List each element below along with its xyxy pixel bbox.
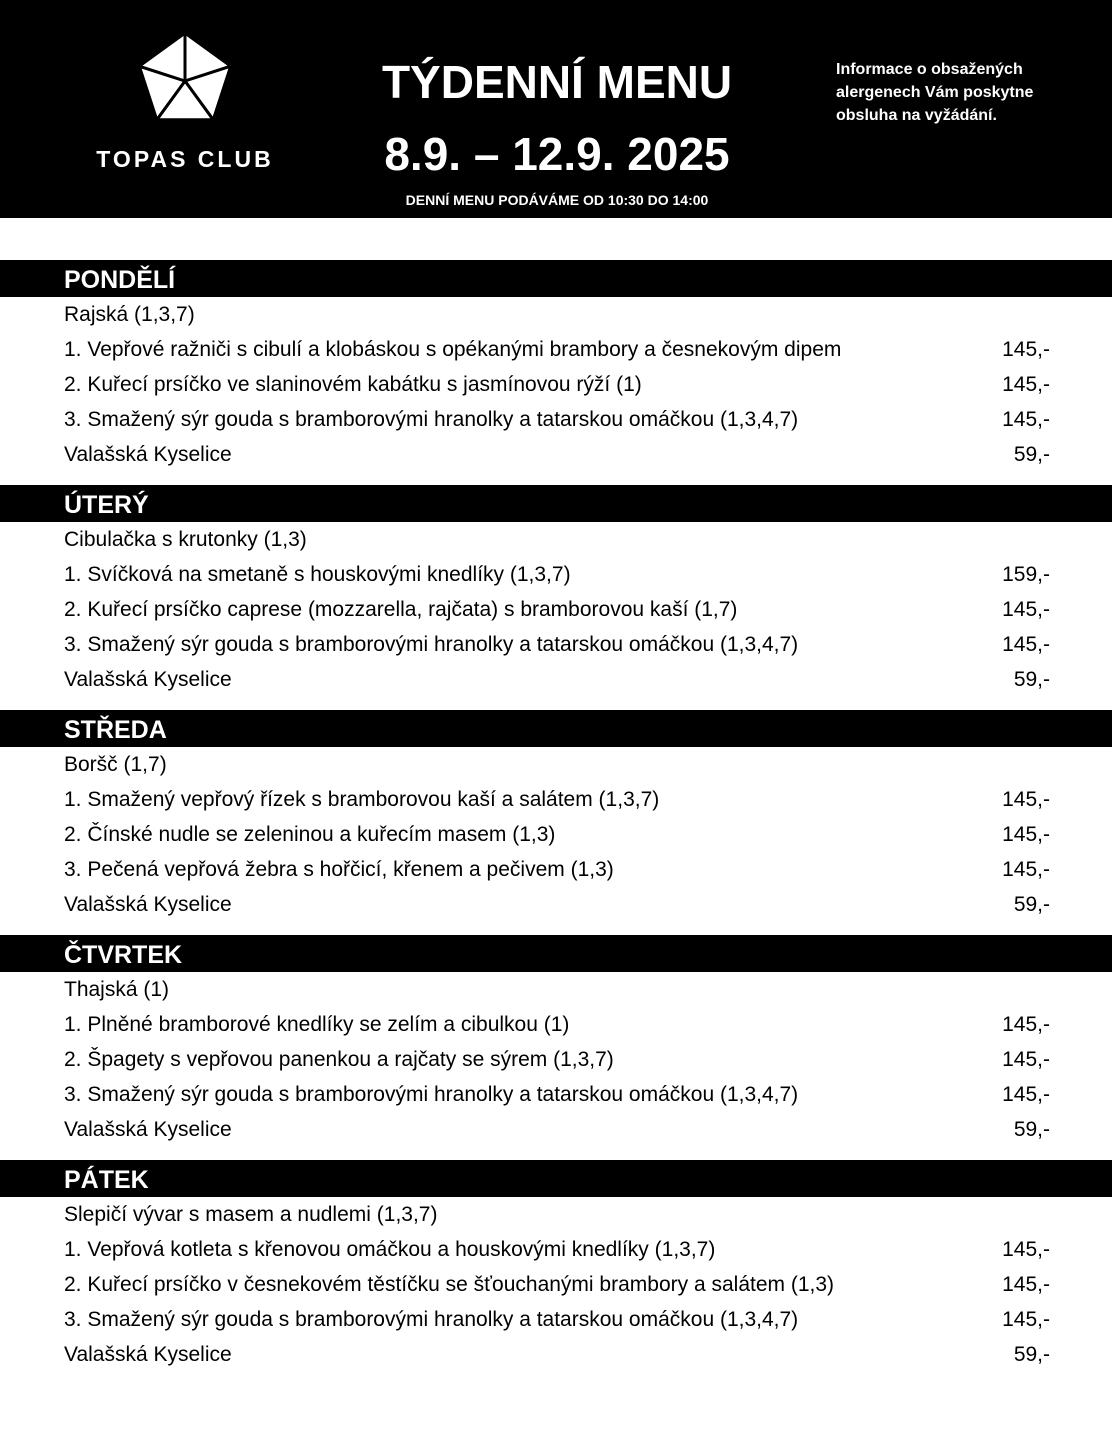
day-section-tuesday [0,485,1112,710]
meal-name: 1. Svíčková na smetaně s houskovými knedlíky (1,3,7) [64,563,571,586]
meal-price: 145,- [1002,1273,1050,1296]
meal-price: 145,- [1002,823,1050,846]
meal-item [0,402,1112,437]
page-title: TÝDENNÍ MENU [381,56,733,108]
dessert-name: Valašská Kyselice [64,668,232,691]
meal-name: 3. Smažený sýr gouda s bramborovými hranolky a tatarskou omáčkou (1,3,4,7) [64,1308,799,1331]
meal-name: 1. Vepřové ražniči s cibulí a klobáskou s opékanými brambory a česnekovým dipem [64,338,842,361]
dessert-price: 59,- [1013,668,1050,691]
meal-item [0,1042,1112,1077]
soup-name: Cibulačka s krutonky (1,3) [64,528,307,551]
meal-name: 2. Kuřecí prsíčko v česnekovém těstíčku se šťouchanými brambory a salátem (1,3) [64,1273,835,1296]
dessert-name: Valašská Kyselice [64,1118,232,1141]
meal-price: 145,- [1002,373,1050,396]
meal-price: 145,- [1002,1083,1050,1106]
meal-name: 2. Kuřecí prsíčko caprese (mozzarella, rajčata) s bramborovou kaší (1,7) [64,598,738,621]
header-banner [0,0,1112,218]
soup-item [0,972,1112,1007]
meal-price: 145,- [1002,1238,1050,1261]
meal-item [0,557,1112,592]
meal-item [0,367,1112,402]
meal-item [0,1302,1112,1337]
logo-text: TOPAS CLUB [96,146,274,172]
meal-price: 145,- [1002,633,1050,656]
day-section-wednesday [0,710,1112,935]
allergen-info: Informace o obsažených alergenech Vám poskytne obsluha na vyžádání. [836,61,1034,124]
meal-name: 1. Smažený vepřový řízek s bramborovou kaší a salátem (1,3,7) [64,788,660,811]
dessert-price: 59,- [1013,1343,1050,1366]
meal-item [0,852,1112,887]
soup-item [0,297,1112,332]
meal-item [0,592,1112,627]
menu-dates: 8.9. – 12.9. 2025 [384,128,730,180]
dessert-item [0,1112,1112,1147]
day-heading: PÁTEK [0,1160,1112,1197]
dessert-price: 59,- [1013,443,1050,466]
pentagon-star-icon [134,30,236,132]
dessert-item [0,887,1112,922]
dessert-item [0,1337,1112,1372]
logo [80,30,290,180]
meal-price: 145,- [1002,1048,1050,1071]
meal-name: 1. Plněné bramborové knedlíky se zelím a cibulkou (1) [64,1013,570,1036]
meal-price: 145,- [1002,1013,1050,1036]
day-heading: ČTVRTEK [0,935,1112,972]
meal-price: 159,- [1002,563,1050,586]
meal-name: 2. Špagety s vepřovou panenkou a rajčaty se sýrem (1,3,7) [64,1048,614,1071]
day-section-friday [0,1160,1112,1385]
meal-price: 145,- [1002,858,1050,881]
meal-item [0,1007,1112,1042]
serving-hours: DENNÍ MENU PODÁVÁME OD 10:30 DO 14:00 [405,192,709,208]
meal-name: 3. Smažený sýr gouda s bramborovými hranolky a tatarskou omáčkou (1,3,4,7) [64,408,799,431]
soup-item [0,747,1112,782]
day-section-monday [0,260,1112,485]
soup-item [0,522,1112,557]
meal-price: 145,- [1002,408,1050,431]
dessert-name: Valašská Kyselice [64,1343,232,1366]
meal-item [0,1267,1112,1302]
meal-name: 3. Pečená vepřová žebra s hořčicí, křenem a pečivem (1,3) [64,858,614,881]
day-heading: ÚTERÝ [0,485,1112,522]
weekly-menu [0,260,1112,1385]
dessert-price: 59,- [1013,1118,1050,1141]
day-heading: STŘEDA [0,710,1112,747]
meal-price: 145,- [1002,598,1050,621]
meal-item [0,782,1112,817]
meal-item [0,1232,1112,1267]
dessert-item [0,662,1112,697]
meal-name: 2. Čínské nudle se zeleninou a kuřecím masem (1,3) [64,823,556,846]
meal-name: 3. Smažený sýr gouda s bramborovými hranolky a tatarskou omáčkou (1,3,4,7) [64,633,799,656]
day-heading: PONDĚLÍ [0,260,1112,297]
dessert-price: 59,- [1013,893,1050,916]
meal-item [0,1077,1112,1112]
dessert-name: Valašská Kyselice [64,893,232,916]
soup-name: Rajská (1,3,7) [64,303,195,326]
meal-price: 145,- [1002,788,1050,811]
day-section-thursday [0,935,1112,1160]
soup-name: Boršč (1,7) [64,753,167,776]
dessert-name: Valašská Kyselice [64,443,232,466]
soup-name: Slepičí vývar s masem a nudlemi (1,3,7) [64,1203,438,1226]
meal-name: 2. Kuřecí prsíčko ve slaninovém kabátku s jasmínovou rýží (1) [64,373,642,396]
meal-price: 145,- [1002,1308,1050,1331]
meal-item [0,627,1112,662]
soup-item [0,1197,1112,1232]
dessert-item [0,437,1112,472]
meal-item [0,817,1112,852]
meal-name: 1. Vepřová kotleta s křenovou omáčkou a houskovými knedlíky (1,3,7) [64,1238,716,1261]
meal-item [0,332,1112,367]
meal-name: 3. Smažený sýr gouda s bramborovými hranolky a tatarskou omáčkou (1,3,4,7) [64,1083,799,1106]
soup-name: Thajská (1) [64,978,170,1001]
meal-price: 145,- [1002,338,1050,361]
